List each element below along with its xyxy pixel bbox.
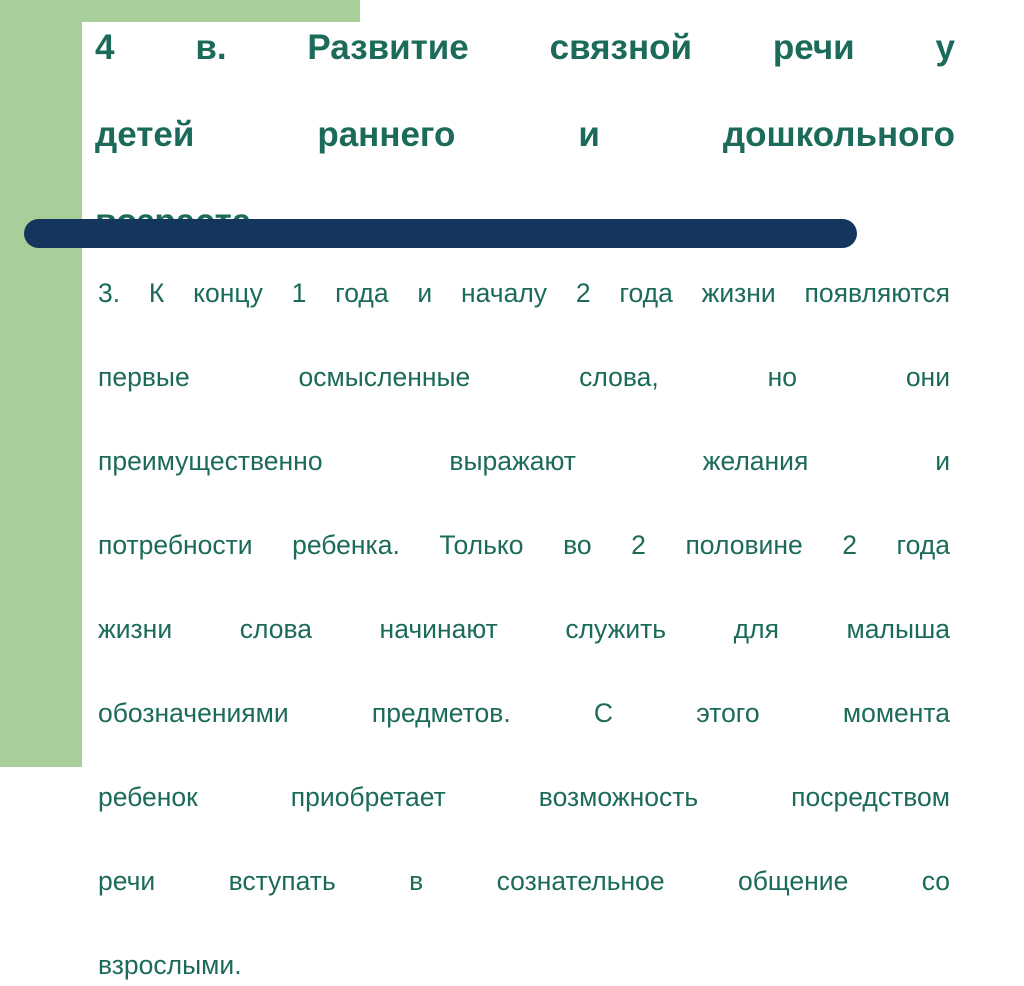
body-line-8: речи вступать в сознательное общение со xyxy=(98,866,950,896)
page-title xyxy=(95,26,955,243)
body-text xyxy=(98,272,950,986)
page-title-line-2: детей раннего и дошкольного xyxy=(95,114,955,154)
top-green-band xyxy=(0,0,360,22)
body-line-2: первые осмысленные слова, но они xyxy=(98,362,950,392)
body-line-5: жизни слова начинают служить для малыша xyxy=(98,614,950,644)
divider-bar xyxy=(24,219,857,248)
left-green-band xyxy=(0,0,82,767)
body-line-7: ребенок приобретает возможность посредством xyxy=(98,782,950,812)
body-line-1: 3. К концу 1 года и началу 2 года жизни появляются xyxy=(98,278,950,308)
page-title-line-1: 4 в. Развитие связной речи у xyxy=(95,28,955,67)
body-line-3: преимущественно выражают желания и xyxy=(98,446,950,476)
body-line-4: потребности ребенка. Только во 2 половине 2 года xyxy=(98,530,950,560)
body-line-6: обозначениями предметов. С этого момента xyxy=(98,698,950,728)
body-line-9: взрослыми. xyxy=(98,950,242,980)
